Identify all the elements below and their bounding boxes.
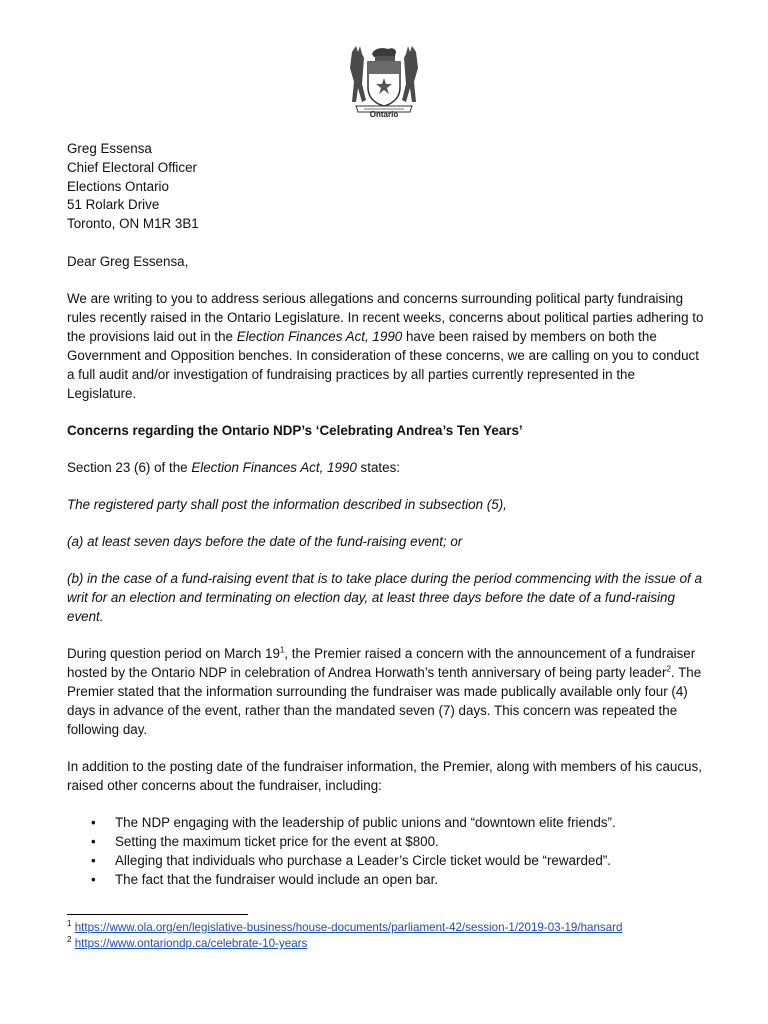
footnote-number: 1	[67, 919, 72, 929]
footnote-ref-1[interactable]: 1	[279, 645, 285, 655]
additional-concerns-paragraph: In addition to the posting date of the fundraiser information, the Premier, along with members of his caucus, raised other concerns about the fundraiser, including:	[67, 758, 702, 793]
footnote-link-1[interactable]: https://www.ola.org/en/legislative-business/house-documents/parliament-42/session-1/2019-03-19/hansard	[74, 921, 623, 934]
footnote-1	[67, 920, 727, 936]
footnote-ref-2[interactable]: 2	[666, 664, 671, 674]
intro-text-a: We are writing to you to address serious allegations and concerns surrounding political party fundraising rules recently raised in the Ontario Legislature. In recent weeks, concerns about political parties adhering to the provisions laid out in the	[67, 290, 704, 344]
qp-text-b: , the Premier raised a concern with the announcement of a fundraiser hosted by the Ontario NDP in celebration of Andrea Horwath’s tenth anniversary of being party leader	[67, 645, 696, 680]
section-reference	[67, 458, 707, 477]
section-text-a: Section 23 (6) of the	[67, 459, 192, 475]
list-item: • Alleging that individuals who purchase a Leader’s Circle ticket would be “rewarded”.	[67, 851, 707, 870]
footnotes	[67, 920, 727, 952]
quote-clause-b: (b) in the case of a fund-raising event that is to take place during the period commencing with the issue of a writ for an election and terminating on election day, at least three days before the date of a fund-raising event.	[67, 570, 702, 624]
recipient-street: 51 Rolark Drive	[67, 197, 160, 213]
crest-label: Ontario	[369, 110, 399, 119]
act-name: Election Finances Act, 1990	[236, 328, 403, 344]
concerns-list	[67, 813, 707, 889]
footnote-number: 2	[67, 935, 72, 945]
intro-text-b: have been raised by members on both the Government and Opposition benches. In consideration of these concerns, we are calling on you to conduct a full audit and/or investigation of fundraising practices by all parties currently represented in the Legislature.	[67, 328, 699, 401]
list-item: • The fact that the fundraiser would include an open bar.	[67, 870, 707, 889]
recipient-address	[67, 140, 707, 234]
letter-body	[67, 140, 707, 889]
section-act-name: Election Finances Act, 1990	[191, 459, 357, 475]
footnote-2	[67, 936, 727, 952]
question-period-paragraph	[67, 644, 707, 739]
footnote-divider	[67, 914, 248, 915]
recipient-name: Greg Essensa	[67, 141, 152, 156]
list-item: • Setting the maximum ticket price for the event at $800.	[67, 832, 707, 851]
footnote-link-2[interactable]: https://www.ontariondp.ca/celebrate-10-years	[74, 937, 308, 950]
recipient-org: Elections Ontario	[67, 178, 169, 194]
salutation: Dear Greg Essensa,	[67, 253, 189, 269]
qp-text-c: . The Premier stated that the information surrounding the fundraiser was made publically available only four (4) days in advance of the event, rather than the mandated seven (7) days. This concern was repeated the following day.	[67, 664, 702, 737]
quote-intro: The registered party shall post the information described in subsection (5),	[67, 496, 507, 512]
qp-text-a: During question period on March 19	[67, 645, 280, 661]
recipient-city: Toronto, ON M1R 3B1	[67, 216, 199, 232]
section-heading: Concerns regarding the Ontario NDP’s ‘Celebrating Andrea’s Ten Years’	[67, 422, 523, 438]
section-text-b: states:	[356, 459, 400, 475]
quote-clause-a: (a) at least seven days before the date of the fund-raising event; or	[67, 533, 463, 549]
intro-paragraph	[67, 289, 707, 403]
recipient-title: Chief Electoral Officer	[67, 159, 197, 175]
list-item: • The NDP engaging with the leadership of public unions and “downtown elite friends”.	[67, 813, 707, 832]
